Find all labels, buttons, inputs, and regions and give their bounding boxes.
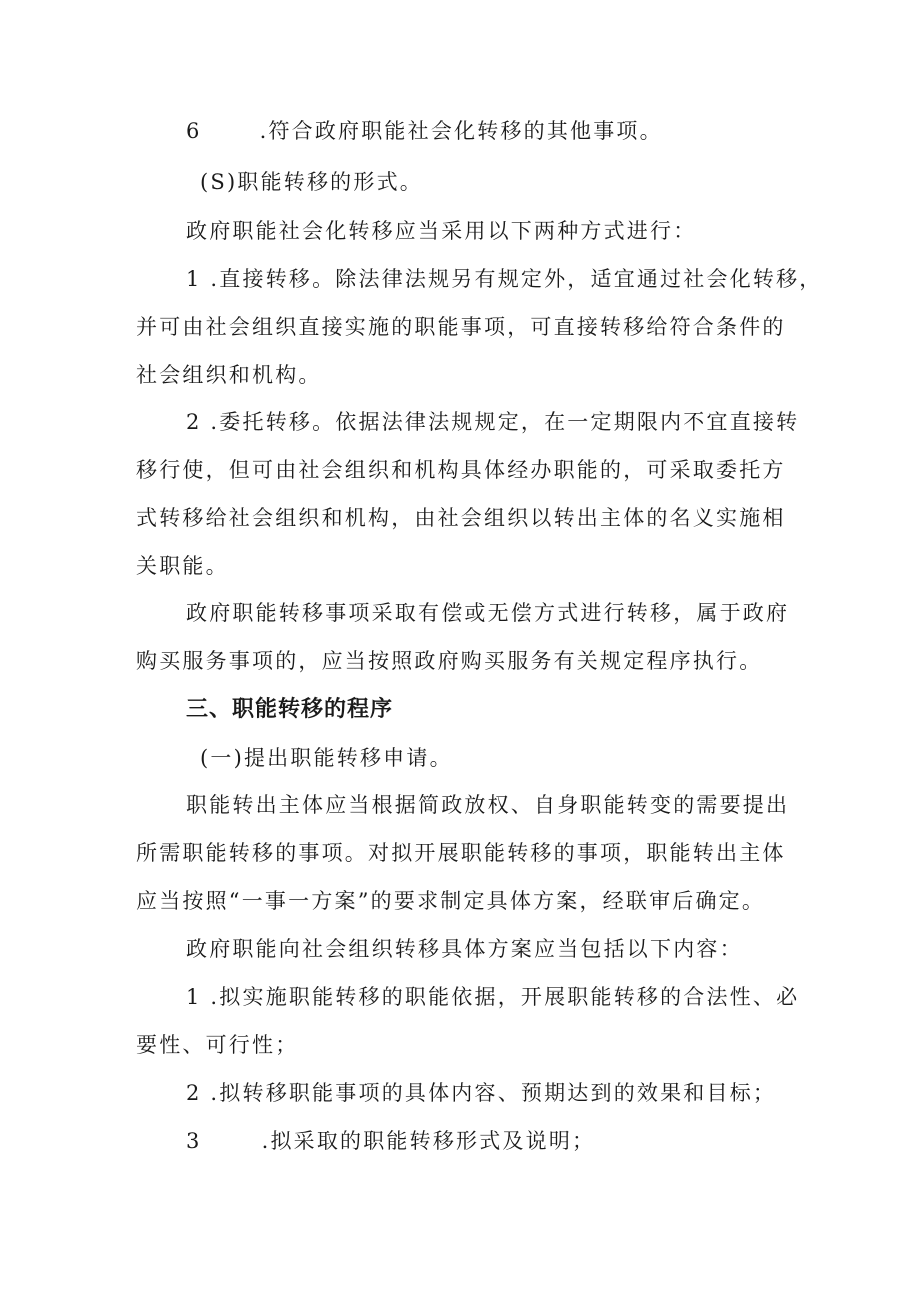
paragraph: 政府职能社会化转移应当采用以下两种方式进行： [186, 219, 697, 243]
section-subheading: (一)提出职能转移申请。 [200, 746, 453, 770]
list-item-6 [186, 116, 920, 146]
item-text: .符合政府职能社会化转移的其他事项。 [259, 119, 663, 143]
paragraph-continuation: 所需职能转移的事项。对拟开展职能转移的事项，职能转出主体 [136, 841, 786, 865]
item-number: 3 [186, 1129, 202, 1153]
paragraph: 政府职能向社会组织转移具体方案应当包括以下内容： [186, 937, 743, 961]
paragraph: 职能转出主体应当根据简政放权、自身职能转变的需要提出 [186, 793, 790, 817]
paragraph-continuation: 式转移给社会组织和机构，由社会组织以转出主体的名义实施相 [136, 506, 786, 530]
list-item: 1 .拟实施职能转移的职能依据，开展职能转移的合法性、必 [186, 985, 800, 1009]
paragraph-continuation: 社会组织和机构。 [136, 363, 322, 387]
item-number: 6 [186, 119, 202, 143]
paragraph-continuation: 应当按照“一事一方案”的要求制定具体方案，经联审后确定。 [136, 889, 766, 913]
list-item-3 [186, 1126, 920, 1156]
item-text: .拟采取的职能转移形式及说明； [261, 1129, 596, 1153]
paragraph-continuation: 要性、可行性； [136, 1033, 299, 1057]
section-heading: 三、职能转移的程序 [186, 697, 394, 722]
list-item: 2 .拟转移职能事项的具体内容、预期达到的效果和目标； [186, 1081, 777, 1105]
paragraph: 1 .直接转移。除法律法规另有规定外，适宜通过社会化转移， [186, 267, 823, 291]
paragraph: 2 .委托转移。依据法律法规规定，在一定期限内不宜直接转 [186, 410, 800, 434]
paragraph-continuation: 并可由社会组织直接实施的职能事项，可直接转移给符合条件的 [136, 315, 786, 339]
paragraph: 政府职能转移事项采取有偿或无偿方式进行转移，属于政府 [186, 601, 790, 625]
paragraph-continuation: 购买服务事项的，应当按照政府购买服务有关规定程序执行。 [136, 649, 763, 673]
paragraph-continuation: 关职能。 [136, 554, 229, 578]
section-subheading: (S)职能转移的形式。 [200, 170, 423, 194]
paragraph-continuation: 移行使，但可由社会组织和机构具体经办职能的，可采取委托方 [136, 458, 786, 482]
